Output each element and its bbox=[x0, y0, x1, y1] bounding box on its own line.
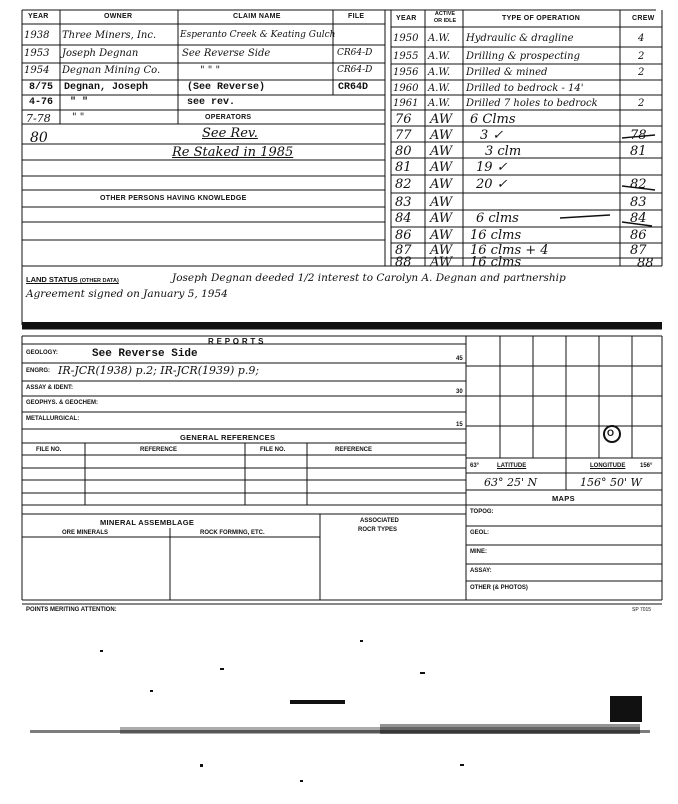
land-status-text-2: Agreement signed on January 5, 1954 bbox=[26, 288, 228, 300]
points-meriting-attention-label: POINTS MERITING ATTENTION: bbox=[26, 607, 117, 613]
op-type: 19 ✓ bbox=[476, 160, 508, 175]
op-type: 3 ✓ bbox=[480, 128, 504, 143]
geophys-label: GEOPHYS. & GEOCHEM: bbox=[26, 400, 99, 406]
active-label: ACTIVE bbox=[434, 11, 456, 17]
op-year: 1955 bbox=[393, 51, 419, 62]
rocr-types-label: ROCR TYPES bbox=[358, 527, 398, 533]
op-status: A.W. bbox=[428, 98, 451, 109]
owner-name: " " bbox=[72, 112, 85, 123]
owner-year: 1938 bbox=[24, 30, 50, 41]
tick-45: 45 bbox=[456, 356, 463, 362]
associated-label: ASSOCIATED bbox=[360, 518, 399, 524]
owner-year: 1954 bbox=[24, 65, 50, 76]
op-status: A.W. bbox=[428, 51, 451, 62]
op-type: 20 ✓ bbox=[476, 177, 508, 192]
op-type: 16 clms bbox=[470, 228, 522, 243]
op-year: 86 bbox=[395, 228, 412, 243]
op-crew: 88 bbox=[637, 256, 654, 271]
op-status: AW bbox=[430, 228, 453, 243]
gr-file-no: FILE NO. bbox=[36, 447, 62, 453]
op-year: 87 bbox=[395, 243, 412, 258]
op-status: AW bbox=[430, 144, 453, 159]
op-type: 16 clms bbox=[470, 255, 522, 270]
op-type: 16 clms + 4 bbox=[470, 243, 549, 258]
op-status: AW bbox=[430, 128, 453, 143]
maps-mine: MINE: bbox=[470, 549, 487, 555]
reports-title: R E P O R T S bbox=[208, 337, 264, 346]
owner-claim: See Reverse Side bbox=[182, 48, 271, 59]
owner-file: CR64-D bbox=[337, 65, 373, 75]
operators-note-see-rev: See Rev. bbox=[202, 126, 258, 141]
op-type: 6 Clms bbox=[470, 112, 516, 127]
mineral-assemblage-title: MINERAL ASSEMBLAGE bbox=[100, 518, 195, 527]
op-status: AW bbox=[430, 177, 453, 192]
op-crew: 2 bbox=[638, 67, 645, 78]
op-crew: 78 bbox=[630, 128, 647, 143]
owner-file: CR64-D bbox=[337, 48, 373, 58]
op-year: 1950 bbox=[393, 33, 419, 44]
op-crew: 86 bbox=[630, 228, 647, 243]
owner-year: 1953 bbox=[24, 48, 50, 59]
maps-title: MAPS bbox=[552, 494, 575, 503]
owner-name: Degnan, Joseph bbox=[64, 82, 149, 93]
owner-name: Degnan Mining Co. bbox=[62, 65, 161, 76]
owner-claim: " " " bbox=[200, 65, 221, 76]
latitude-value: 63° 25' N bbox=[484, 476, 538, 489]
other-persons-label: OTHER PERSONS HAVING KNOWLEDGE bbox=[100, 195, 247, 202]
owner-claim: see rev. bbox=[187, 97, 236, 108]
ore-minerals-label: ORE MINERALS bbox=[62, 530, 109, 536]
op-crew: 83 bbox=[630, 195, 647, 210]
land-status-text-1: Joseph Degnan deeded 1/2 interest to Carolyn A. Degnan and partnership bbox=[172, 272, 566, 284]
op-status: AW bbox=[430, 195, 453, 210]
header-owner: OWNER bbox=[104, 13, 133, 20]
op-year: 80 bbox=[395, 144, 412, 159]
grid-circle-marker: O bbox=[607, 428, 615, 438]
op-year: 1960 bbox=[393, 83, 419, 94]
op-type: Drilled & mined bbox=[466, 67, 548, 78]
owner-claim: Esperanto Creek & Keating Gulch bbox=[180, 30, 336, 40]
op-year: 1956 bbox=[393, 67, 419, 78]
maps-assay: ASSAY: bbox=[470, 568, 492, 574]
operators-year: 80 bbox=[30, 130, 48, 146]
header-file: FILE bbox=[348, 13, 365, 20]
rock-forming-label: ROCK FORMING, ETC. bbox=[200, 530, 265, 536]
owner-year: 7-78 bbox=[26, 112, 51, 125]
owner-file: CR64D bbox=[338, 82, 369, 93]
tick-15: 15 bbox=[456, 422, 463, 428]
land-status-title: LAND STATUS bbox=[26, 275, 78, 284]
op-status: A.W. bbox=[428, 83, 451, 94]
maps-other: OTHER (& PHOTOS) bbox=[470, 585, 528, 591]
owner-name: " " bbox=[70, 97, 89, 108]
gr-reference-2: REFERENCE bbox=[335, 447, 373, 453]
op-crew: 81 bbox=[630, 144, 647, 159]
gr-reference: REFERENCE bbox=[140, 447, 178, 453]
geology-value: See Reverse Side bbox=[92, 348, 198, 360]
op-crew: 4 bbox=[638, 33, 645, 44]
op-type: Hydraulic & dragline bbox=[466, 33, 574, 44]
op-year: 1961 bbox=[393, 98, 419, 109]
lat-prefix: 63° bbox=[470, 463, 480, 469]
op-type: 6 clms bbox=[476, 211, 519, 226]
or-idle-label: OR IDLE bbox=[433, 18, 457, 24]
operators-label: OPERATORS bbox=[205, 114, 252, 121]
op-type: Drilled to bedrock - 14' bbox=[466, 83, 584, 94]
op-type: Drilled 7 holes to bedrock bbox=[466, 98, 598, 109]
tick-30: 30 bbox=[456, 389, 463, 395]
lon-suffix: 156° bbox=[640, 463, 653, 469]
op-year: 77 bbox=[395, 128, 412, 143]
longitude-value: 156° 50' W bbox=[580, 476, 642, 489]
form-number: SP 7015 bbox=[632, 607, 652, 613]
op-status: AW bbox=[430, 112, 453, 127]
op-status: AW bbox=[430, 211, 453, 226]
op-crew: 2 bbox=[638, 98, 645, 109]
op-type: Drilling & prospecting bbox=[466, 51, 581, 62]
op-crew: 2 bbox=[638, 51, 645, 62]
op-status: AW bbox=[430, 255, 453, 270]
op-year: 76 bbox=[395, 112, 412, 127]
engrg-value: IR-JCR(1938) p.2; IR-JCR(1939) p.9; bbox=[58, 364, 260, 377]
owner-year: 8/75 bbox=[29, 82, 54, 93]
operators-note-restaked: Re Staked in 1985 bbox=[172, 145, 294, 160]
latitude-label: LATITUDE bbox=[497, 463, 527, 469]
header-crew: CREW bbox=[632, 15, 655, 22]
land-status-label bbox=[26, 275, 119, 284]
op-crew: 87 bbox=[630, 243, 647, 258]
op-year: 82 bbox=[395, 177, 412, 192]
assay-ident-label: ASSAY & IDENT: bbox=[26, 385, 74, 391]
owner-name: Three Miners, Inc. bbox=[62, 30, 157, 41]
owner-claim: (See Reverse) bbox=[187, 82, 266, 93]
owner-name: Joseph Degnan bbox=[62, 48, 139, 59]
maps-topog: TOPOG: bbox=[470, 509, 494, 515]
op-year: 83 bbox=[395, 195, 412, 210]
owner-year: 4-76 bbox=[29, 97, 54, 108]
header-active-or-idle bbox=[428, 11, 462, 25]
op-type: 3 clm bbox=[485, 144, 522, 159]
engrg-label: ENGRG: bbox=[26, 368, 50, 374]
header-claim-name: CLAIM NAME bbox=[233, 13, 281, 20]
op-status: AW bbox=[430, 243, 453, 258]
longitude-label: LONGITUDE bbox=[590, 463, 626, 469]
header-type-of-operation: TYPE OF OPERATION bbox=[502, 15, 581, 22]
maps-geol: GEOL: bbox=[470, 530, 489, 536]
general-references-title: GENERAL REFERENCES bbox=[180, 433, 276, 442]
op-year: 88 bbox=[395, 255, 412, 270]
op-crew: 82 bbox=[630, 177, 647, 192]
gr-file-no-2: FILE NO. bbox=[260, 447, 286, 453]
op-crew: 84 bbox=[630, 211, 647, 226]
header-year: YEAR bbox=[28, 13, 49, 20]
op-status: A.W. bbox=[428, 33, 451, 44]
geology-label: GEOLOGY: bbox=[26, 350, 58, 356]
metallurgical-label: METALLURGICAL: bbox=[26, 416, 80, 422]
land-status-sub: (OTHER DATA) bbox=[79, 278, 119, 284]
header-year-2: YEAR bbox=[396, 15, 417, 22]
op-status: A.W. bbox=[428, 67, 451, 78]
op-year: 81 bbox=[395, 160, 412, 175]
op-year: 84 bbox=[395, 211, 412, 226]
op-status: AW bbox=[430, 160, 453, 175]
